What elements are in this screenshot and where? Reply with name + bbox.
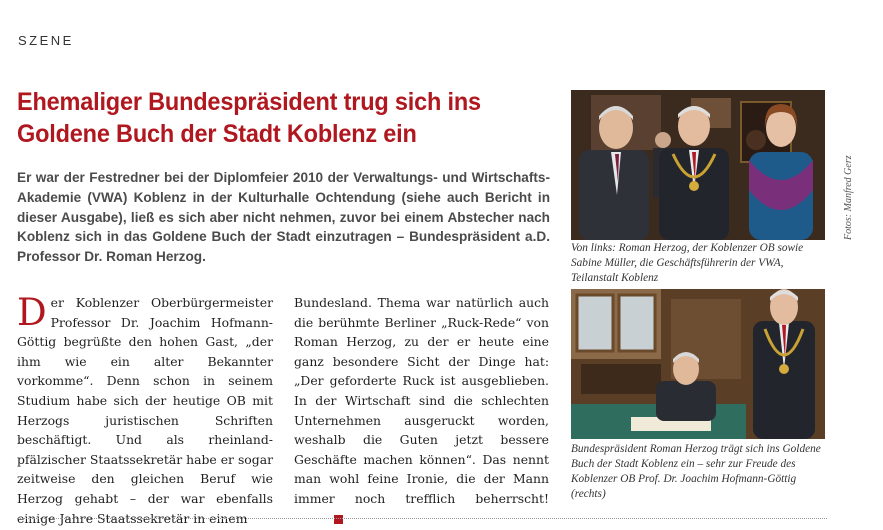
lead-paragraph: Er war der Festredner bei der Diplomfeier 2010 der Verwaltungs- und Wirtschafts-Akademie (VWA) Koblenz in der Kulturhalle Ochtendung (siehe auch Bericht in dieser Ausgabe), ließ es sich aber nicht nehmen, zuvor bei einem Abstecher nach Koblenz sich in das Goldene Buch der Stadt einzutragen – Bundespräsident a.D. Professor Dr. Roman Herzog. [17,170,550,265]
headline: Ehemaliger Bundespräsident trug sich ins Goldene Buch der Stadt Koblenz ein [17,88,481,148]
section-label: SZENE [18,33,74,48]
bottom-divider [17,518,827,519]
caption-photo-2: Bundespräsident Roman Herzog trägt sich ins Goldene Buch der Stadt Koblenz ein – sehr zur Freude des Koblenzer OB Prof. Dr. Joachim Hofmann-Göttig (rechts) [571,443,821,500]
body-column-2 [294,293,549,528]
drop-cap: D [17,291,47,334]
photo-2-illustration [571,289,825,439]
photo-golden-book-signing [571,289,825,439]
body-column-2-text: Bundesland. Thema war natürlich auch die berühmte Berliner „Ruck-Rede“ von Roman Herzog, zu der er heute eine ganz besondere Sicht der Dinge hat: „Der geforderte Ruck ist ausgeblieben. In der Wirtschaft sind die schlechten Unternehmen ausgeruckt worden, weshalb die Guten jetzt bessere Geschäfte machen können“. Das nennt man wohl feine Ironie, die der Mann immer noch trefflich beherrscht! [294,295,549,506]
caption-photo-1: Von links: Roman Herzog, der Koblenzer OB sowie Sabine Müller, die Geschäftsführerin der VWA, Teilanstalt Koblenz [571,242,804,284]
body-column-1-text: er Koblenzer Oberbürgermeister Professor Dr. Joachim Hofmann-Göttig begrüßte den hohen Gast, „der ihm wie ein alter Bekannter vorkomme“. Denn schon in seinem Studium habe sich der heutige OB mit Herzogs juristischen Schriften beschäftigt. Und als rheinland-pfälzischer Staatssekretär habe er sogar zeitweise den gleichen Beruf wie Herzog gehabt – der war ebenfalls einige Jahre Staatssekretär in einem [17,295,273,526]
body-column-1 [17,293,273,528]
photo-credit: Fotos: Manfred Gerz [843,155,854,240]
end-mark-icon [334,515,343,524]
photo-herzog-ob-mueller [571,90,825,240]
photo-1-illustration [571,90,825,240]
